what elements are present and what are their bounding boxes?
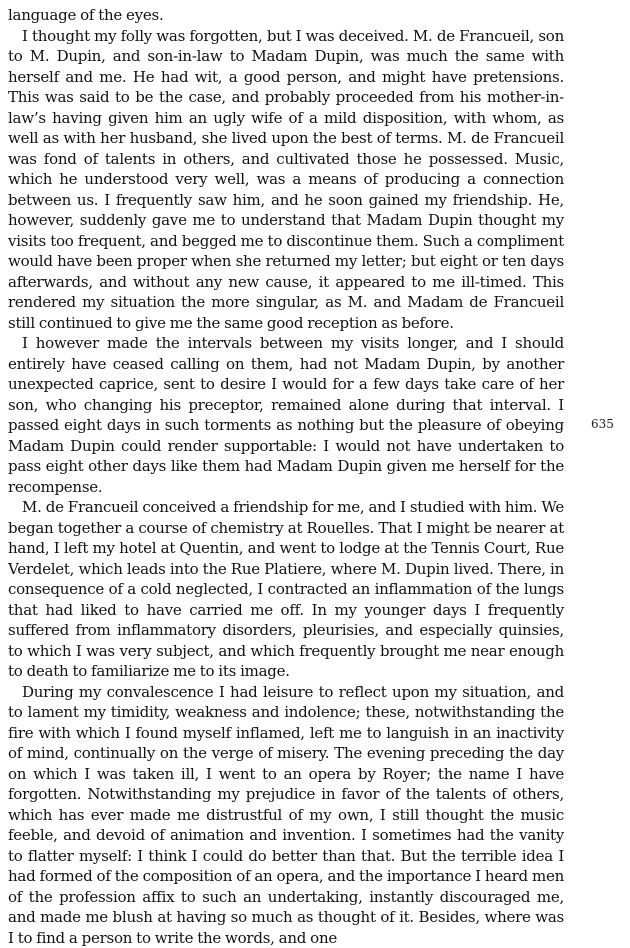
page-number: 635: [591, 416, 614, 432]
paragraph-convalescence: During my convalescence I had leisure to reflect upon my situation, and to lament my timidity, weakness and indolence; these, notwithstanding the fire with which I found myself inflamed, left me to languish in an inactivity of mind, continually on the verge of misery. The evening preceding the day on which I was taken ill, I went to an opera by Royer; the name I have forgotten. Notwithstanding my prejudice in favor of the talents of others, which has ever made me distrustful of my own, I still thought the music feeble, and devoid of animation and invention. I sometimes had the vanity to flatter myself: I think I could do better than that. But the terrible idea I had formed of the composition of an opera, and the importance I heard men of the profession affix to such an undertaking, instantly discouraged me, and made me blush at having so much as thought of it. Besides, where was I to find a person to write the words, and one: [8, 682, 564, 948]
body-text: [8, 5, 564, 948]
paragraph-visits: I however made the intervals between my visits longer, and I should entirely have ceased calling on them, had not Madam Dupin, by another unexpected caprice, sent to desire I would for a few days take care of her son, who changing his preceptor, remained alone during that interval. I passed eight days in such torments as nothing but the pleasure of obeying Madam Dupin could render supportable: I would not have undertaken to pass eight other days like them had Madam Dupin given me herself for the recompense.: [8, 333, 564, 497]
paragraph-francueil: I thought my folly was forgotten, but I was deceived. M. de Francueil, son to M. Dupin, and son-in-law to Madam Dupin, was much the same with herself and me. He had wit, a good person, and might have pretensions. This was said to be the case, and probably proceeded from his mother-in-law’s having given him an ugly wife of a mild disposition, with whom, as well as with her husband, she lived upon the best of terms. M. de Francueil was fond of talents in others, and cultivated those he possessed. Music, which he understood very well, was a means of producing a connection between us. I frequently saw him, and he soon gained my friendship. He, however, suddenly gave me to understand that Madam Dupin thought my visits too frequent, and begged me to discontinue them. Such a compliment would have been proper when she returned my letter; but eight or ten days afterwards, and without any new cause, it appeared to me ill-timed. This rendered my situation the more singular, as M. and Madam de Francueil still continued to give me the same good reception as before.: [8, 26, 564, 334]
paragraph-continuation: language of the eyes.: [8, 5, 564, 26]
paragraph-chemistry: M. de Francueil conceived a friendship for me, and I studied with him. We began together a course of chemistry at Rouelles. That I might be nearer at hand, I left my hotel at Quentin, and went to lodge at the Tennis Court, Rue Verdelet, which leads into the Rue Platiere, where M. Dupin lived. There, in consequence of a cold neglected, I contracted an inflammation of the lungs that had liked to have carried me off. In my younger days I frequently suffered from inflammatory disorders, pleurisies, and especially quinsies, to which I was very subject, and which frequently brought me near enough to death to familiarize me to its image.: [8, 497, 564, 682]
